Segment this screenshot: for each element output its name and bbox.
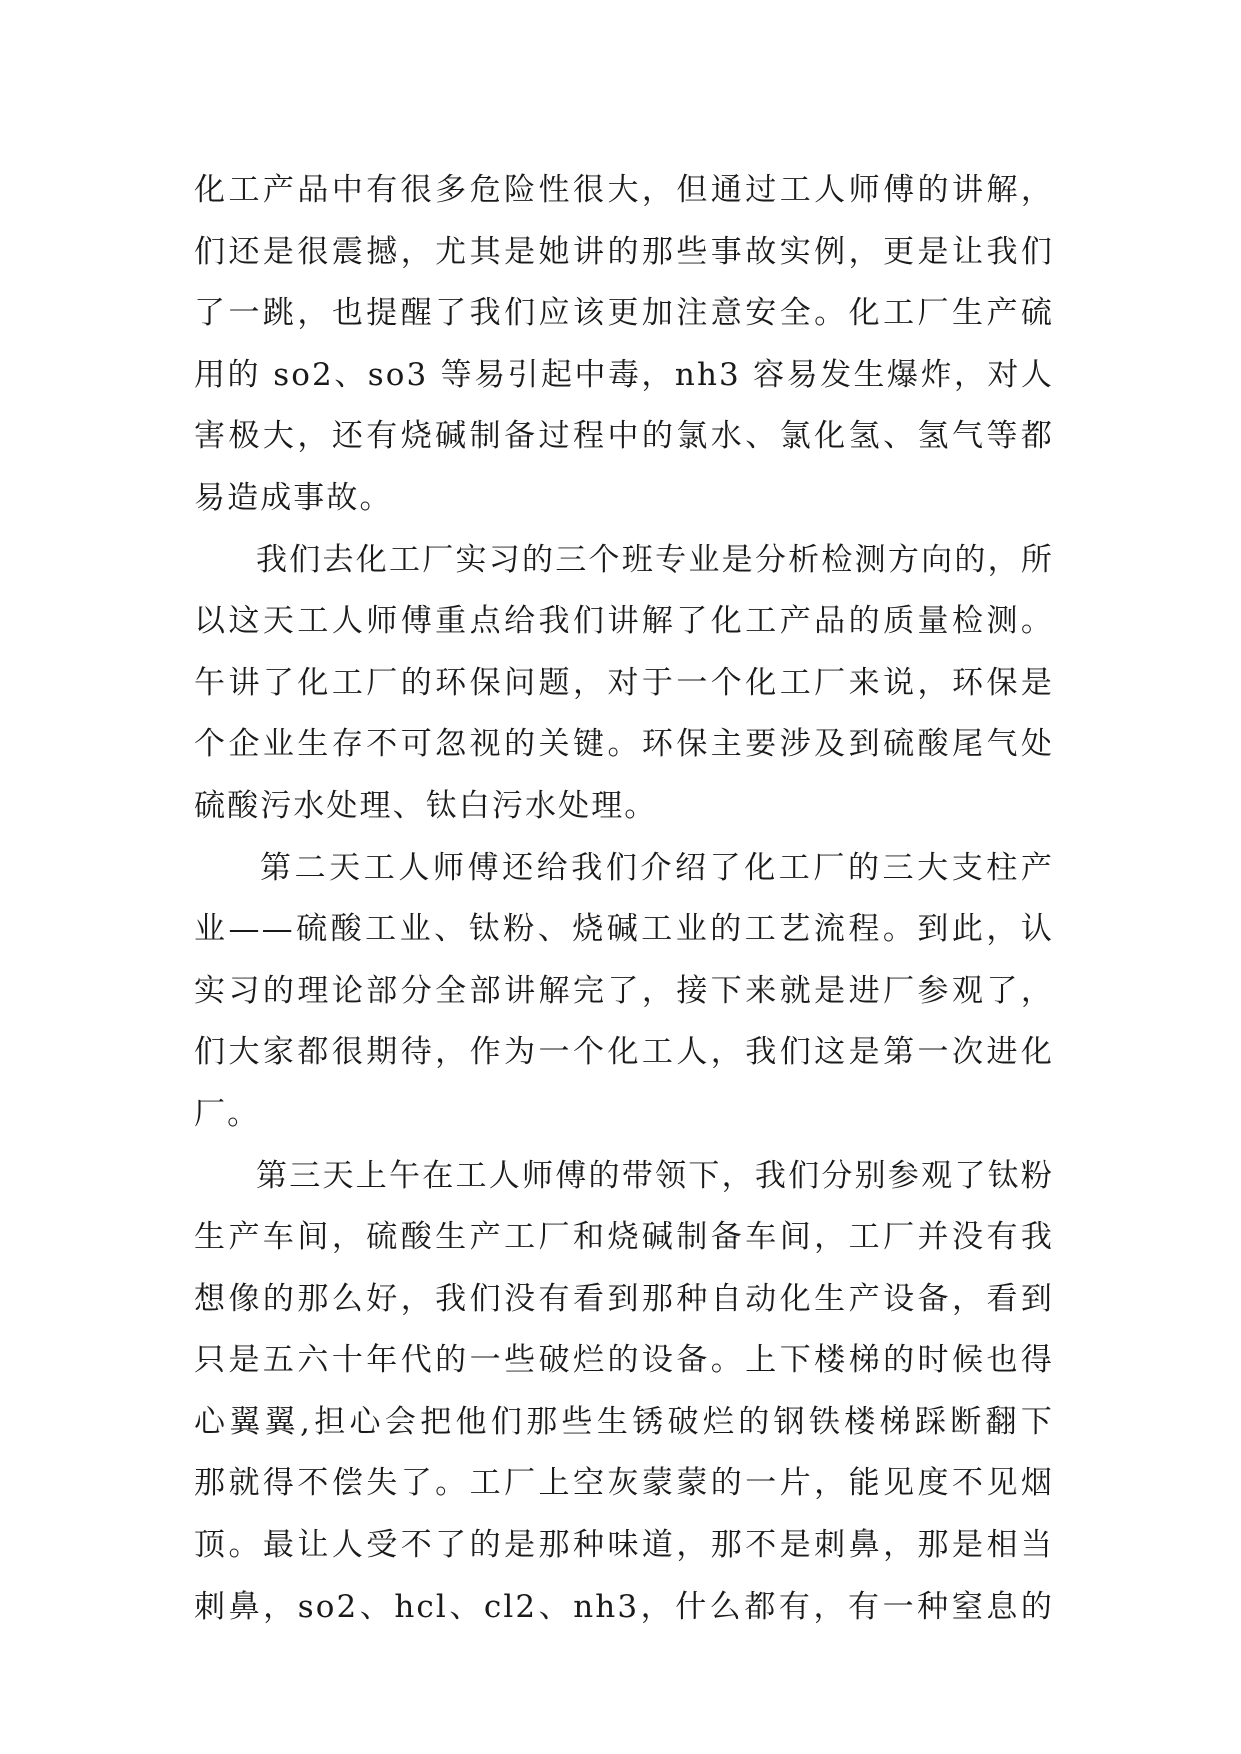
text-line: 那就得不偿失了。工厂上空灰蒙蒙的一片，能见度不见烟 xyxy=(194,1465,1054,1502)
text-line: 们还是很震撼，尤其是她讲的那些事故实例，更是让我们 xyxy=(194,233,1054,270)
text-line: 我们去化工厂实习的三个班专业是分析检测方向的，所 xyxy=(256,541,1054,578)
text-line: 用的 so2、so3 等易引起中毒，nh3 容易发生爆炸，对人 xyxy=(194,356,1054,393)
text-line: 午讲了化工厂的环保问题，对于一个化工厂来说，环保是 xyxy=(194,664,1054,701)
text-line: 易造成事故。 xyxy=(194,479,393,516)
body-text xyxy=(194,160,1054,1638)
text-line: 以这天工人师傅重点给我们讲解了化工产品的质量检测。 xyxy=(194,603,1054,640)
text-line: 生产车间，硫酸生产工厂和烧碱制备车间，工厂并没有我 xyxy=(194,1219,1054,1256)
text-line: 心翼翼,担心会把他们那些生锈破烂的钢铁楼梯踩断翻下 xyxy=(194,1403,1054,1440)
text-line: 只是五六十年代的一些破烂的设备。上下楼梯的时候也得 xyxy=(194,1342,1054,1379)
text-line: 业——硫酸工业、钛粉、烧碱工业的工艺流程。到此，认 xyxy=(194,911,1054,948)
text-line: 第二天工人师傅还给我们介绍了化工厂的三大支柱产 xyxy=(260,849,1054,886)
text-line: 了一跳，也提醒了我们应该更加注意安全。化工厂生产硫 xyxy=(194,295,1054,332)
text-line: 顶。最让人受不了的是那种味道，那不是刺鼻，那是相当 xyxy=(194,1527,1054,1564)
text-line: 硫酸污水处理、钛白污水处理。 xyxy=(194,787,658,824)
text-line: 化工产品中有很多危险性很大，但通过工人师傅的讲解， xyxy=(194,172,1054,208)
text-line: 们大家都很期待，作为一个化工人，我们这是第一次进化 xyxy=(194,1034,1054,1071)
text-line: 第三天上午在工人师傅的带领下，我们分别参观了钛粉 xyxy=(256,1157,1054,1194)
text-line: 害极大，还有烧碱制备过程中的氯水、氯化氢、氢气等都 xyxy=(194,418,1054,455)
text-line: 刺鼻，so2、hcl、cl2、nh3，什么都有，有一种窒息的 xyxy=(194,1588,1054,1625)
text-line: 个企业生存不可忽视的关键。环保主要涉及到硫酸尾气处 xyxy=(194,726,1054,763)
text-line: 厂。 xyxy=(194,1095,261,1132)
text-line: 想像的那么好，我们没有看到那种自动化生产设备，看到 xyxy=(194,1280,1054,1317)
text-line: 实习的理论部分全部讲解完了，接下来就是进厂参观了， xyxy=(194,972,1054,1009)
